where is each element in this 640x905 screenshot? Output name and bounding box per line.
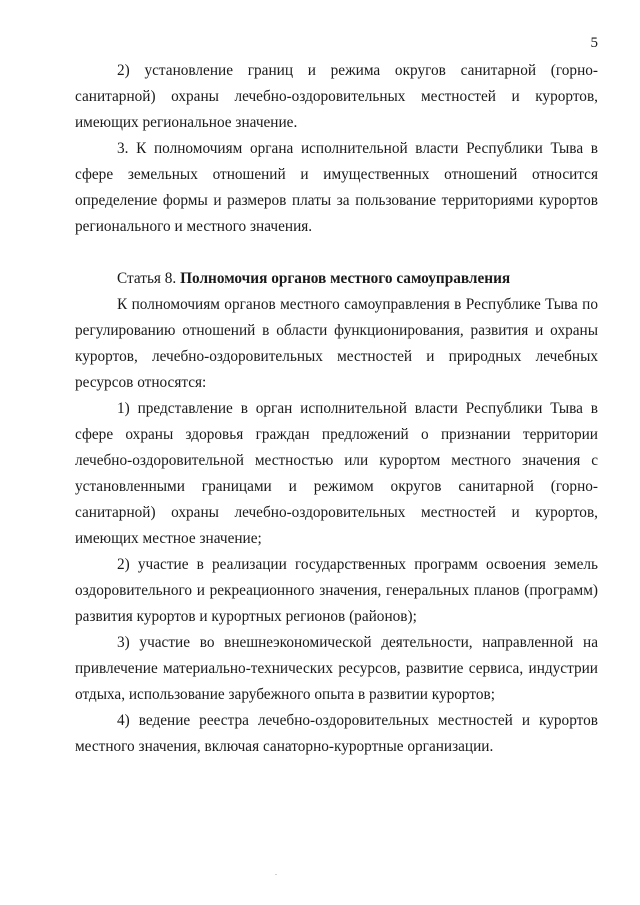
section-spacer [75, 240, 598, 266]
article-heading [75, 266, 598, 292]
paragraph-power-1: 1) представление в орган исполнительной власти Республики Тыва в сфере охраны здоровья граждан предложений о признании территории лечебно-оздоровительной местностью или курортом местного значения с установленными границами и режимом округов санитарной (горно-санитарной) охраны лечебно-оздоровительных местностей и курортов, имеющих местное значение; [75, 400, 598, 547]
paragraph-power-4: 4) ведение реестра лечебно-оздоровительных местностей и курортов местного значения, включая санаторно-курортные организации. [75, 712, 598, 755]
article-label: Статья 8. [117, 270, 177, 287]
paragraph-power-3: 3) участие во внешнеэкономической деятельности, направленной на привлечение материально-технических ресурсов, развитие сервиса, индустрии отдыха, использование зарубежного опыта в развитии курортов; [75, 634, 598, 703]
paragraph-item-2-boundaries: 2) установление границ и режима округов санитарной (горно-санитарной) охраны лечебно-оздоровительных местностей и курортов, имеющих региональное значение. [75, 62, 598, 131]
article-title: Полномочия органов местного самоуправления [180, 270, 511, 287]
footer-mark: . [275, 868, 277, 877]
paragraph-power-2: 2) участие в реализации государственных программ освоения земель оздоровительного и рекреационного значения, генеральных планов (программ) развития курортов и курортных регионов (районов); [75, 556, 598, 625]
paragraph-article-intro: К полномочиям органов местного самоуправления в Республике Тыва по регулированию отношений в области функционирования, развития и охраны курортов, лечебно-оздоровительных местностей и природных лечебных ресурсов относятся: [75, 296, 598, 391]
document-body [75, 58, 598, 760]
paragraph-item-3-land-relations: 3. К полномочиям органа исполнительной власти Республики Тыва в сфере земельных отношений и имущественных отношений относится определение формы и размеров платы за пользование территориями курортов регионального и местного значения. [75, 140, 598, 235]
page-number: 5 [590, 35, 598, 51]
